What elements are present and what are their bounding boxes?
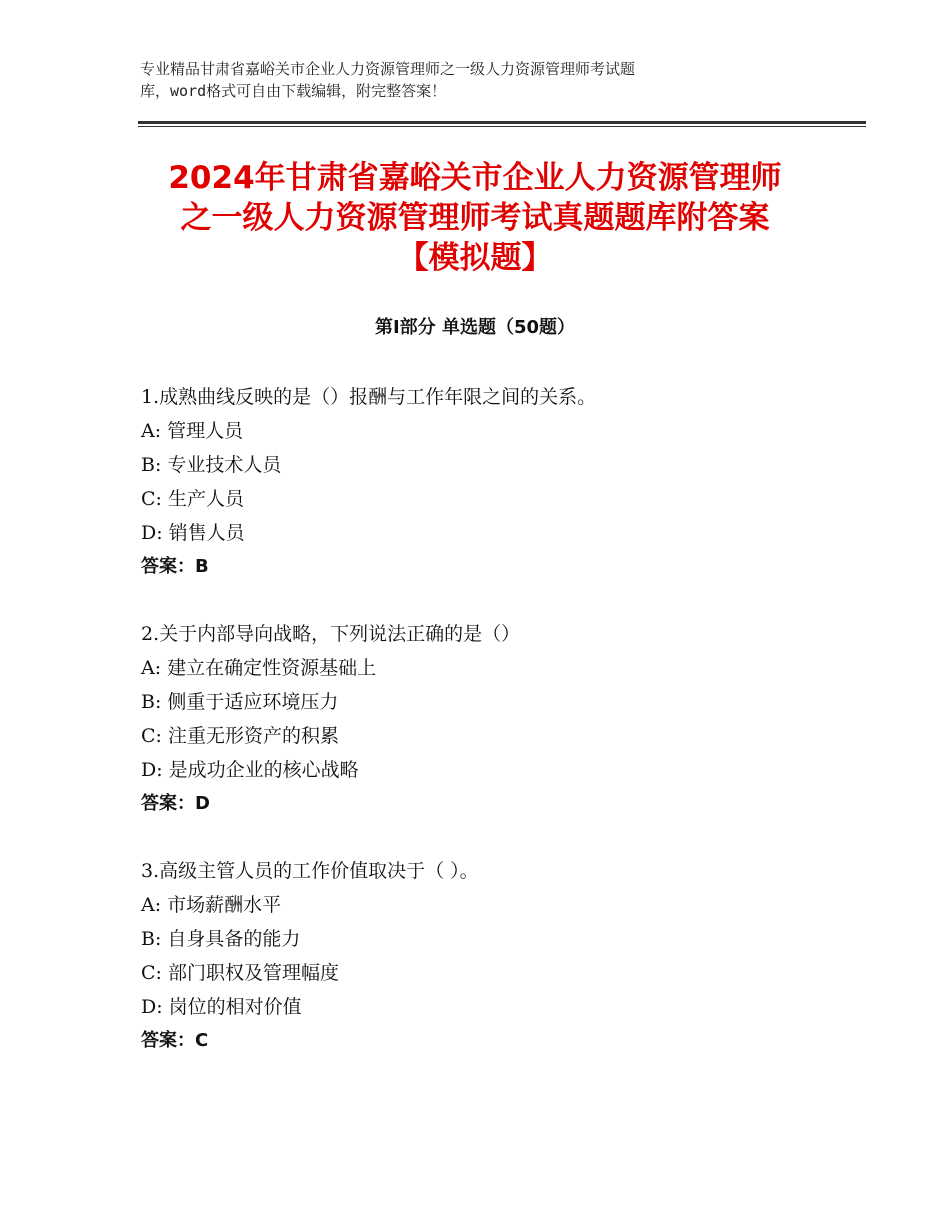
answer-line: 答案：C [141, 1030, 209, 1051]
option-c: C: 生产人员 [141, 488, 244, 510]
option-c: C: 部门职权及管理幅度 [141, 962, 339, 984]
question-item [141, 380, 841, 584]
question-list [141, 380, 841, 1091]
title-line: 2024年甘肃省嘉峪关市企业人力资源管理师 [168, 160, 782, 196]
option-b: B: 侧重于适应环境压力 [141, 691, 339, 713]
option-a: A: 建立在确定性资源基础上 [141, 657, 377, 679]
question-item [141, 854, 841, 1058]
question-stem: 1.成熟曲线反映的是（）报酬与工作年限之间的关系。 [141, 386, 597, 408]
title-line: 之一级人力资源管理师考试真题题库附答案 [180, 200, 770, 236]
header-note [140, 58, 780, 102]
header-note-line: 库，word格式可自由下载编辑，附完整答案！ [140, 82, 447, 100]
option-a: A: 管理人员 [141, 420, 244, 442]
question-item [141, 617, 841, 821]
option-b: B: 专业技术人员 [141, 454, 282, 476]
option-b: B: 自身具备的能力 [141, 928, 301, 950]
document-title [100, 158, 850, 278]
answer-line: 答案：B [141, 556, 209, 577]
header-divider [138, 121, 866, 127]
option-c: C: 注重无形资产的积累 [141, 725, 339, 747]
header-note-line: 专业精品甘肃省嘉峪关市企业人力资源管理师之一级人力资源管理师考试题 [140, 60, 636, 78]
option-a: A: 市场薪酬水平 [141, 894, 282, 916]
option-d: D: 岗位的相对价值 [141, 996, 302, 1018]
section-heading: 第Ⅰ部分 单选题（50题） [374, 317, 575, 338]
option-d: D: 是成功企业的核心战略 [141, 759, 359, 781]
question-stem: 2.关于内部导向战略，下列说法正确的是（） [141, 623, 521, 645]
option-d: D: 销售人员 [141, 522, 245, 544]
question-stem: 3.高级主管人员的工作价值取决于（ ）。 [141, 860, 479, 882]
title-line: 【模拟题】 [397, 240, 553, 276]
answer-line: 答案：D [141, 793, 210, 814]
